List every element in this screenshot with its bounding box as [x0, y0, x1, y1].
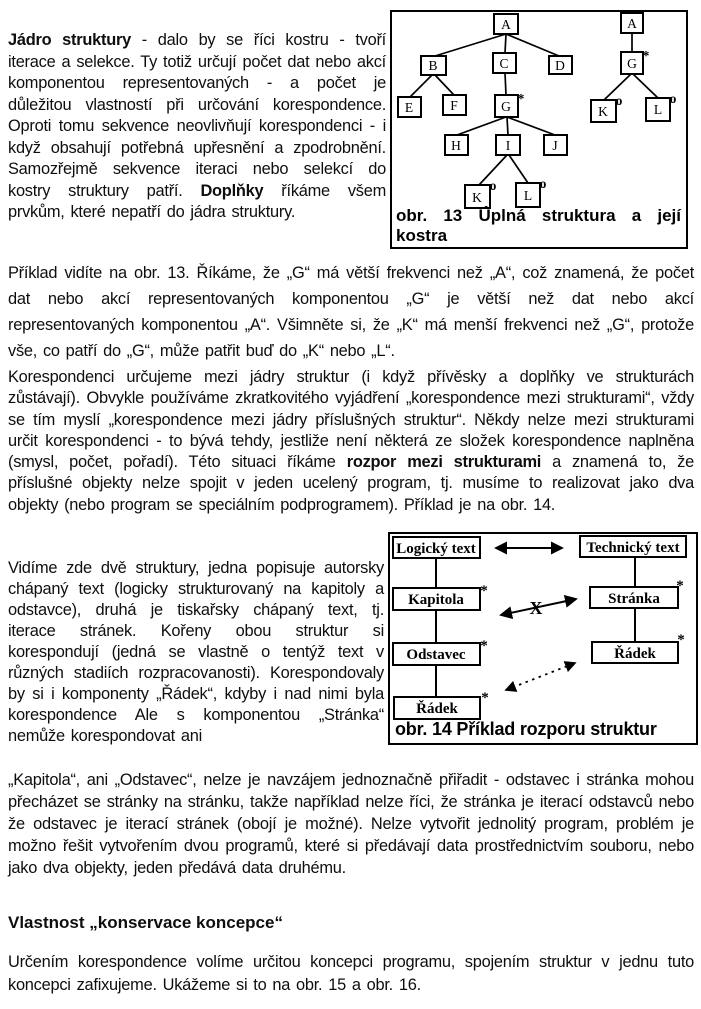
bold-rozpor-mezi-strukturami: rozpor mezi strukturami — [346, 453, 542, 472]
svg-text:F: F — [450, 98, 458, 113]
figure-14-caption: obr. 14 Příklad rozporu struktur — [395, 719, 657, 739]
p1-text-a: - dalo by se říci kostru - tvoří iterace a selekce. Ty totiž určují počet dat nebo akcí komponentou representovaných - a počet je důležitou vlastností při určování korespondence. Oproti tomu sekvence neovlivňují korespondenci - i když obsahují potřebná upřesnění a zpodrobnění. Samozřejmě sekvence iteraci nebo selekcí do kostry struktury patří. — [8, 31, 386, 200]
fig14-box-radek-left — [394, 690, 489, 719]
bold-lead-jadro-struktury: Jádro struktury — [8, 31, 131, 49]
svg-text:D: D — [555, 58, 565, 73]
svg-text:Technický text: Technický text — [586, 540, 680, 556]
selection-mark: o — [615, 93, 623, 108]
fig13-left-node-A — [494, 14, 518, 34]
p3-text-b: a znamená to, že příslušné objekty nelze spojit v jeden ucelený program, tj. musíme to realizovat jako dva objekty (nebo program se speciálním podprogramem). Příklad je na obr. 14. — [8, 453, 694, 514]
selection-mark: o — [489, 178, 497, 193]
figure-13 — [390, 10, 688, 249]
svg-text:H: H — [451, 138, 461, 153]
paragraph-core-of-structure — [8, 30, 386, 224]
svg-text:K: K — [598, 104, 608, 119]
fig13-left-node-C — [493, 53, 516, 73]
svg-text:C: C — [499, 56, 509, 71]
fig14-connectors — [436, 557, 635, 697]
svg-text:G: G — [501, 99, 511, 114]
iteration-mark: * — [642, 48, 650, 63]
fig13-left-node-B — [421, 56, 446, 75]
figure-13-caption-line1: obr. 13 Úplná struktura a její — [396, 206, 681, 225]
fig13-left-node-D — [549, 56, 572, 74]
fig13-left-node-F — [443, 95, 466, 115]
fig14-box-radek-right — [592, 632, 685, 663]
svg-text:A: A — [627, 16, 637, 31]
p1-text-b: říkáme všem prvkům, které nepatří do jádra struktury. — [8, 181, 386, 221]
no-correspondence-x-label: X — [529, 598, 543, 618]
paragraph-example-obr13: Příklad vidíte na obr. 13. Říkáme, že „G“ má větší frekvenci než „A“, což znamená, že počet dat nebo akcí representovaných komponentou „G“ je větší než dat nebo akcí representovaných komponentou „A“. Všimněte si, že „K“ má menší frekvenci než „G“, protože vše, co patří do „G“, může patřit buď do „K“ nebo „L“. — [8, 264, 694, 360]
svg-text:Řádek: Řádek — [416, 701, 458, 717]
iteration-mark: * — [677, 632, 685, 648]
fig14-box-logical-text — [393, 537, 480, 558]
svg-text:A: A — [501, 17, 511, 32]
dotted-correspondence-arrow-lines — [506, 663, 575, 690]
fig13-right-node-L — [646, 91, 677, 121]
fig14-box-kapitola — [393, 583, 488, 610]
fig13-left-node-I — [496, 135, 520, 155]
figure-14 — [388, 532, 698, 745]
bold-doplnky: Doplňky — [200, 181, 264, 200]
fig14-box-odstavec — [393, 638, 488, 665]
p3-text-a: Korespondenci určujeme mezi jádry struktur (i když přívěsky a doplňky ve strukturách zůstávají). Obvykle používáme zkratkovitého vyjádření „korespondence mezi strukturami“, vždy se tím myslí „korespondence mezi jádry příslušných struktur“. Někdy nelze mezi strukturami určit korespondenci - to bývá tehdy, jestliže není některá ze složek korespondence naplněna (smysl, počet, pořadí). Této situaci říkáme — [8, 368, 694, 472]
iteration-mark: * — [481, 690, 489, 706]
fig13-left-node-H — [445, 135, 468, 155]
svg-text:B: B — [428, 58, 438, 73]
fig13-left-node-L — [516, 176, 547, 207]
selection-mark: o — [539, 176, 547, 191]
svg-text:L: L — [653, 102, 663, 117]
paragraph-two-structures-narrow: Vidíme zde dvě struktury, jedna popisuje autorsky chápaný text (logicky strukturovaný na kapitoly a odstavce), druhá je tiskařsky chápaný text, tj. iterace stránek. Kořeny obou struktur si korespondují (jedná se vlastně o tentýž text v různých stadiích rozpracovanosti). Korespondovaly by si i komponenty „Řádek“, kdyby i nad nimi byla korespondence Ale s komponentou „Stránka“ nemůže korespondovat ani — [8, 559, 384, 745]
svg-text:L: L — [523, 188, 533, 203]
svg-text:J: J — [552, 138, 558, 153]
fig13-right-node-G — [621, 48, 650, 74]
fig13-left-node-J — [544, 135, 567, 155]
iteration-mark: * — [676, 578, 684, 594]
fig13-left-node-E — [398, 97, 421, 117]
section-heading-konservace-koncepce: Vlastnost „konservace koncepce“ — [8, 913, 283, 932]
iteration-mark: * — [517, 91, 525, 106]
paragraph-two-structures-wide: „Kapitola“, ani „Odstavec“, nelze je navzájem jednoznačně přiřadit - odstavec i stránka mohou přecházet se stránky na stránku, takže například nelze říci, že stránka je iterací odstavců nebo že odstavec je iterací stránek (obojí je možné). Nelze vytvořit jednolitý program, problém je možno řešit vytvořením dvou programů, které si předávají data prostřednictvím souboru, nebo jako dva objekty, jeden předává data druhému. — [8, 771, 694, 877]
iteration-mark: * — [480, 638, 488, 654]
svg-text:E: E — [404, 100, 414, 115]
svg-text:Odstavec: Odstavec — [406, 647, 466, 663]
svg-text:Řádek: Řádek — [614, 646, 656, 662]
svg-text:K: K — [472, 190, 482, 205]
fig14-box-technical-text — [580, 536, 686, 557]
selection-mark: o — [669, 91, 677, 106]
paragraph-correspondence — [8, 367, 694, 516]
svg-text:Logický text: Logický text — [396, 541, 476, 557]
paragraph-conservation-intro: Určením korespondence volíme určitou koncepci programu, spojením struktur v jednu tuto koncepci zafixujeme. Ukážeme si to na obr. 15 a obr. 16. — [8, 953, 694, 994]
figure-14-structure-conflict-diagram — [390, 534, 696, 743]
fig13-left-node-G — [495, 91, 525, 117]
svg-text:G: G — [627, 56, 637, 71]
fig14-box-stranka — [590, 578, 684, 608]
figure-13-caption — [396, 206, 681, 245]
svg-text:Stránka: Stránka — [608, 591, 660, 607]
figure-13-caption-line2: kostra — [396, 225, 448, 245]
iteration-mark: * — [480, 583, 488, 599]
svg-text:I: I — [505, 138, 511, 153]
fig13-right-node-A — [621, 13, 643, 33]
svg-text:Kapitola: Kapitola — [408, 592, 464, 608]
